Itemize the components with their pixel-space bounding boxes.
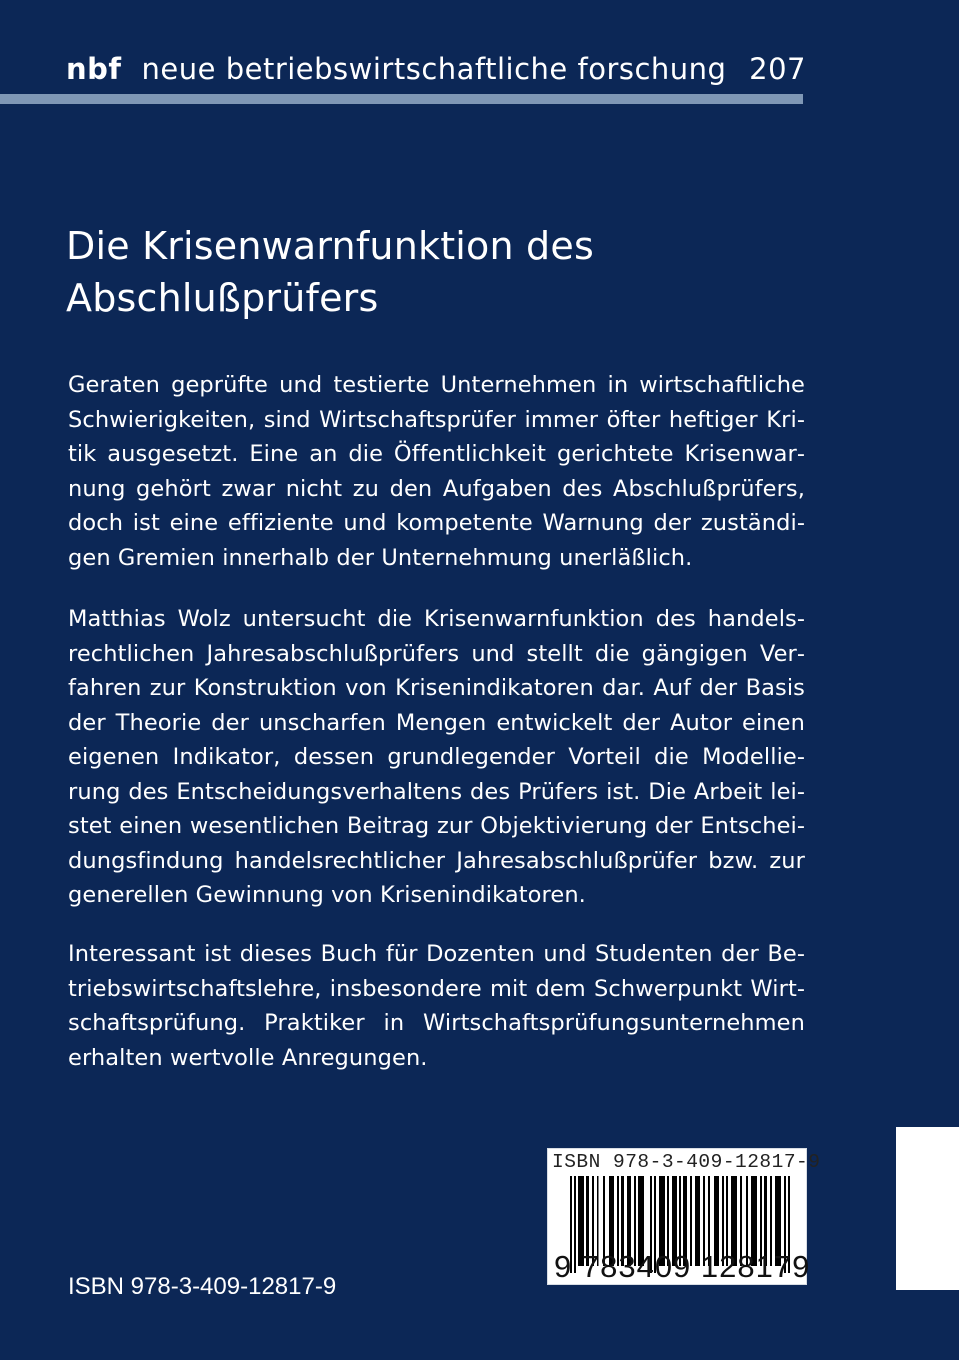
blurb-paragraph-1: Geraten geprüfte und testierte Unternehmen in wirtschaftliche Schwierigkeiten, sind Wirtschaftsprüfer immer öfter heftiger Kritik ausgesetzt. Eine an die Öffentlichkeit gerichtete Krisenwarnung gehört zwar nicht zu den Aufgaben des Abschlußprüfers, doch ist eine effiziente und kompetente Warnung der zuständigen Gremien innerhalb der Unternehmung unerläßlich. bbox=[68, 372, 805, 571]
series-abbreviation: nbf bbox=[66, 52, 122, 86]
blurb-paragraph-2: Matthias Wolz untersucht die Krisenwarnfunktion des handelsrechtlichen Jahresabschlußprüfers und stellt die gängigen Verfahren zur Konstruktion von Krisenindikatoren dar. Auf der Basis der Theorie der unscharfen Mengen entwickelt der Autor einen eigenen Indikator, dessen grundlegender Vorteil die Modellierung des Entscheidungsverhaltens des Prüfers ist. Die Arbeit leistet einen wesentlichen Beitrag zur Objektivierung der Entscheidungsfindung handelsrechtlicher Jahresabschlußprüfer bzw. zur generellen Gewinnung von Krisenindikatoren. bbox=[68, 606, 805, 908]
blurb-paragraph-3: Interessant ist dieses Buch für Dozenten und Studenten der Betriebswirtschaftslehre, insbesondere mit dem Schwerpunkt Wirtschaftsprüfung. Praktiker in Wirtschaftsprüfungsunternehmen erhalten wertvolle Anregungen. bbox=[68, 941, 805, 1071]
series-header bbox=[66, 52, 806, 92]
title-line-1: Die Krisenwarnfunktion des bbox=[66, 224, 594, 268]
title-line-2: Abschlußprüfers bbox=[66, 276, 379, 320]
barcode-isbn-label: ISBN 978-3-409-12817-9 bbox=[552, 1151, 821, 1173]
book-title bbox=[66, 220, 594, 324]
isbn-text: ISBN 978-3-409-12817-9 bbox=[68, 1273, 337, 1300]
series-name: neue betriebswirtschaftliche forschung bbox=[141, 52, 727, 86]
price-label-area bbox=[896, 1127, 959, 1290]
barcode bbox=[547, 1148, 821, 1285]
series-number: 207 bbox=[749, 52, 806, 86]
barcode-digits: 9 783409 128179 bbox=[554, 1249, 811, 1284]
header-rule bbox=[0, 94, 803, 104]
